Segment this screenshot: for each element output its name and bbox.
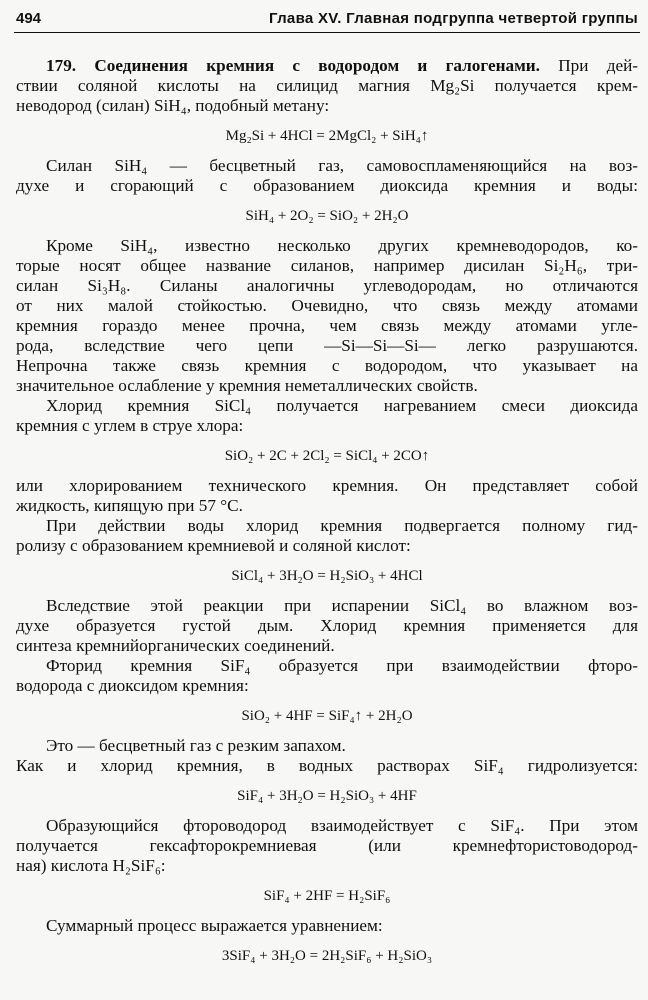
text-line: Силан SiH₄ — бесцветный газ, самовоспламеняющийся на воз- <box>46 156 638 175</box>
text-line: неводород (силан) SiH₄, подобный метану: <box>16 96 330 115</box>
text-line: кремния гораздо менее прочна, чем связь между атомами угле- <box>16 316 638 335</box>
text-line: При действии воды хлорид кремния подвергается полному гид- <box>46 516 638 535</box>
text-line: значительное ослабление у кремния неметаллических свойств. <box>16 376 478 395</box>
equation: SiH₄ + 2O₂ = SiO₂ + 2H₂O <box>245 208 409 224</box>
equation: SiF₄ + 3H₂O = H₂SiO₃ + 4HF <box>237 788 417 804</box>
equation: SiO₂ + 4HF = SiF₄↑ + 2H₂O <box>241 708 413 724</box>
page-body <box>16 56 638 976</box>
text-line: Хлорид кремния SiCl₄ получается нагреванием смеси диоксида <box>46 396 638 415</box>
text-line: торые носят общее название силанов, например дисилан Si₂H₆, три- <box>16 256 638 275</box>
section-heading: 179. Соединения кремния с водородом и галогенами. <box>46 56 540 75</box>
text-line: Непрочна также связь кремния с водородом, что указывает на <box>16 356 638 375</box>
text-line: кремния с углем в струе хлора: <box>16 416 244 435</box>
text-line: жидкость, кипящую при 57 °C. <box>16 496 243 515</box>
text-line: силан Si₃H₈. Силаны аналогичны углеводородам, но отличаются <box>16 276 638 295</box>
running-header <box>14 6 640 33</box>
equation: SiO₂ + 2C + 2Cl₂ = SiCl₄ + 2CO↑ <box>224 448 430 464</box>
equation: SiF₄ + 2HF = H₂SiF₆ <box>263 888 391 904</box>
text-line: Образующийся фтороводород взаимодействует с SiF₄. При этом <box>46 816 638 835</box>
text-line: получается гексафторокремниевая (или кремнефтористоводород- <box>16 836 638 855</box>
text-line: ная) кислота H₂SiF₆: <box>16 856 166 875</box>
text-line: ролизу с образованием кремниевой и соляной кислот: <box>16 536 411 555</box>
text-line: Кроме SiH₄, известно несколько других кремневодородов, ко- <box>46 236 638 255</box>
text-line: водорода с диоксидом кремния: <box>16 676 249 695</box>
text-line: рода, вследствие чего цепи —Si—Si—Si— легко разрушаются. <box>16 336 638 355</box>
text-line: от них малой стойкостью. Очевидно, что связь между атомами <box>16 296 638 315</box>
text-line: 179. Соединения кремния с водородом и галогенами. При дей- <box>46 56 638 75</box>
text-line: Это — бесцветный газ с резким запахом. <box>46 736 346 755</box>
text-line: Суммарный процесс выражается уравнением: <box>46 916 383 935</box>
text-line: Как и хлорид кремния, в водных растворах SiF₄ гидролизуется: <box>16 756 638 775</box>
text-line: духе и сгорающий с образованием диоксида кремния и воды: <box>16 176 638 195</box>
equation: 3SiF₄ + 3H₂O = 2H₂SiF₆ + H₂SiO₃ <box>221 948 433 964</box>
text-line: Фторид кремния SiF₄ образуется при взаимодействии фторо- <box>46 656 638 675</box>
text-line: Вследствие этой реакции при испарении SiCl₄ во влажном воз- <box>46 596 638 615</box>
page-number: 494 <box>16 10 42 27</box>
text-line: ствии соляной кислоты на силицид магния Mg₂Si получается крем- <box>16 76 638 95</box>
text-line: синтеза кремнийорганических соединений. <box>16 636 335 655</box>
chapter-title: Глава XV. Главная подгруппа четвертой группы <box>269 10 638 27</box>
equation: Mg₂Si + 4HCl = 2MgCl₂ + SiH₄↑ <box>225 128 429 144</box>
text-line: или хлорированием технического кремния. Он представляет собой <box>16 476 638 495</box>
equation: SiCl₄ + 3H₂O = H₂SiO₃ + 4HCl <box>231 568 423 584</box>
text-line: духе образуется густой дым. Хлорид кремния применяется для <box>16 616 638 635</box>
